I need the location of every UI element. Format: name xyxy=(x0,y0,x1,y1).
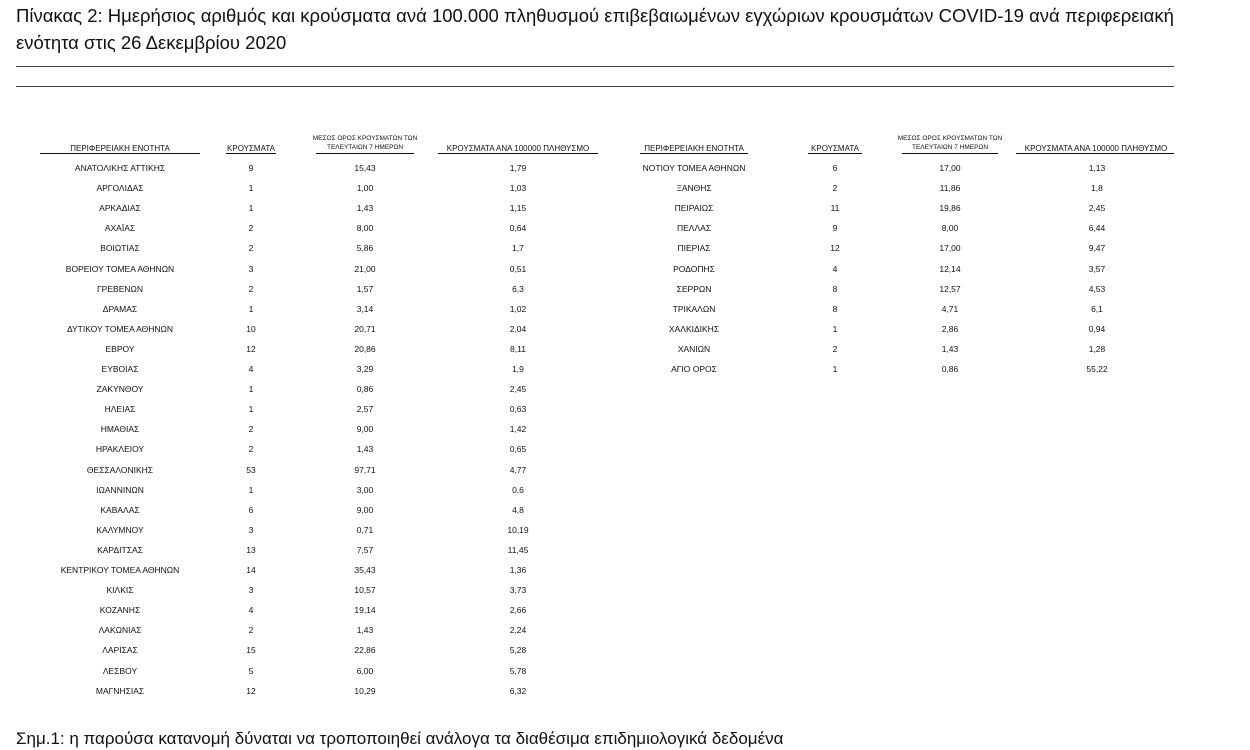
cell-region: ΓΡΕΒΕΝΩΝ xyxy=(97,283,143,294)
table-row xyxy=(0,643,1250,657)
cell-per100k: 6,1 xyxy=(1091,303,1103,314)
cell-per100k: 0,63 xyxy=(509,404,527,415)
cell-avg7: 3,00 xyxy=(356,484,374,495)
cell-avg7: 6,00 xyxy=(356,665,374,676)
cell-cases: 2 xyxy=(832,183,838,194)
cell-per100k: 1,03 xyxy=(509,183,527,194)
cell-cases: 12 xyxy=(830,243,840,254)
table-row xyxy=(0,342,1250,356)
cell-avg7: 10,29 xyxy=(354,685,376,696)
cell-region: ΛΕΣΒΟΥ xyxy=(102,665,138,676)
left-header-avg-line2: ΤΕΛΕΥΤΑΙΩΝ 7 ΗΜΕΡΩΝ xyxy=(326,144,404,151)
cell-avg7: 2,57 xyxy=(356,404,374,415)
cell-region: ΗΜΑΘΙΑΣ xyxy=(100,424,140,435)
cell-cases: 1 xyxy=(248,203,254,214)
cell-avg7: 17,00 xyxy=(939,243,961,254)
cell-cases: 2 xyxy=(248,625,254,636)
cell-region: ΠΙΕΡΙΑΣ xyxy=(677,243,711,254)
cell-cases: 3 xyxy=(248,263,254,274)
cell-cases: 2 xyxy=(832,343,838,354)
cell-per100k: 1,15 xyxy=(509,203,527,214)
cell-region: ΚΑΡΔΙΤΣΑΣ xyxy=(97,544,143,555)
cell-per100k: 4,53 xyxy=(1088,283,1106,294)
cell-cases: 12 xyxy=(246,685,256,696)
cell-region: ΝΟΤΙΟΥ ΤΟΜΕΑ ΑΘΗΝΩΝ xyxy=(642,163,746,173)
cell-avg7: 9,00 xyxy=(356,504,374,515)
cell-avg7: 35,43 xyxy=(354,565,376,575)
cell-avg7: 1,57 xyxy=(356,283,374,294)
cell-avg7: 3,14 xyxy=(356,303,374,314)
cell-cases: 3 xyxy=(248,524,254,535)
cell-per100k: 4,77 xyxy=(509,464,527,475)
cell-region: ΧΑΝΙΩΝ xyxy=(677,343,711,354)
cell-per100k: 3,73 xyxy=(509,585,527,596)
left-header-per100k: ΚΡΟΥΣΜΑΤΑ ΑΝΑ 100000 ΠΛΗΘΥΣΜΟ xyxy=(446,144,590,153)
cell-avg7: 15,43 xyxy=(354,163,376,173)
cell-region: ΚΑΒΑΛΑΣ xyxy=(100,504,140,515)
cell-cases: 1 xyxy=(832,364,838,374)
cell-region: ΑΓΙΟ ΟΡΟΣ xyxy=(671,364,717,374)
table-row xyxy=(0,442,1250,456)
right-header-avg-line1: ΜΕΣΟΣ ΟΡΟΣ ΚΡΟΥΣΜΑΤΩΝ ΤΩΝ xyxy=(897,135,1003,142)
right-header-cases-underline xyxy=(808,153,862,154)
cell-avg7: 20,86 xyxy=(354,343,376,354)
cell-per100k: 2,66 xyxy=(509,605,527,616)
cell-per100k: 3,57 xyxy=(1088,263,1106,274)
table-row xyxy=(0,362,1250,376)
cell-per100k: 9,47 xyxy=(1088,243,1106,254)
cell-avg7: 22,86 xyxy=(354,645,376,656)
cell-region: ΗΛΕΙΑΣ xyxy=(104,404,136,415)
table-row xyxy=(0,563,1250,577)
right-header-cases: ΚΡΟΥΣΜΑΤΑ xyxy=(811,144,859,153)
cell-region: ΖΑΚΥΝΘΟΥ xyxy=(96,384,144,395)
divider-top xyxy=(16,66,1174,67)
cell-region: ΑΧΑΪΑΣ xyxy=(104,223,136,234)
cell-per100k: 8,11 xyxy=(510,343,526,354)
cell-cases: 4 xyxy=(248,605,254,616)
cell-per100k: 0,94 xyxy=(1088,323,1106,334)
cell-region: ΒΟΡΕΙΟΥ ΤΟΜΕΑ ΑΘΗΝΩΝ xyxy=(65,263,175,274)
cell-per100k: 6,32 xyxy=(509,685,527,696)
table-row xyxy=(0,262,1250,276)
cell-avg7: 3,29 xyxy=(356,364,374,374)
cell-per100k: 11,45 xyxy=(507,544,529,555)
table-row xyxy=(0,302,1250,316)
cell-avg7: 1,43 xyxy=(941,343,959,354)
cell-avg7: 12,14 xyxy=(939,263,961,274)
cell-region: ΤΡΙΚΑΛΩΝ xyxy=(672,303,716,314)
cell-cases: 9 xyxy=(832,223,838,234)
table-row xyxy=(0,402,1250,416)
cell-per100k: 0,6 xyxy=(512,484,524,495)
cell-avg7: 17,00 xyxy=(939,163,961,173)
cell-cases: 15 xyxy=(246,645,256,656)
cell-region: ΗΡΑΚΛΕΙΟΥ xyxy=(95,444,145,455)
cell-avg7: 12,57 xyxy=(939,283,961,294)
cell-per100k: 4,8 xyxy=(512,504,524,515)
cell-avg7: 19,86 xyxy=(939,203,961,214)
table-row xyxy=(0,623,1250,637)
cell-region: ΑΝΑΤΟΛΙΚΗΣ ΑΤΤΙΚΗΣ xyxy=(74,163,166,173)
cell-avg7: 4,71 xyxy=(941,303,959,314)
cell-avg7: 2,86 xyxy=(941,323,959,334)
right-header-avg-underline xyxy=(902,153,998,154)
left-header-cases-underline xyxy=(226,153,276,154)
cell-region: ΠΕΙΡΑΙΩΣ xyxy=(674,203,714,214)
cell-region: ΡΟΔΟΠΗΣ xyxy=(673,263,715,274)
cell-avg7: 8,00 xyxy=(356,223,374,234)
right-header-region: ΠΕΡΙΦΕΡΕΙΑΚΗ ΕΝΟΤΗΤΑ xyxy=(644,144,744,153)
left-header-avg-line1: ΜΕΣΟΣ ΟΡΟΣ ΚΡΟΥΣΜΑΤΩΝ ΤΩΝ xyxy=(312,135,418,142)
cell-avg7: 9,00 xyxy=(356,424,374,435)
cell-region: ΒΟΙΩΤΙΑΣ xyxy=(100,243,140,254)
cell-region: ΚΕΝΤΡΙΚΟΥ ΤΟΜΕΑ ΑΘΗΝΩΝ xyxy=(60,565,180,575)
cell-region: ΠΕΛΛΑΣ xyxy=(676,223,712,234)
table-row xyxy=(0,483,1250,497)
left-header-cases: ΚΡΟΥΣΜΑΤΑ xyxy=(227,144,275,153)
cell-avg7: 1,00 xyxy=(356,183,374,194)
cell-avg7: 5,86 xyxy=(356,243,374,254)
cell-region: ΔΥΤΙΚΟΥ ΤΟΜΕΑ ΑΘΗΝΩΝ xyxy=(66,323,174,334)
cell-avg7: 1,43 xyxy=(356,625,374,636)
cell-per100k: 55,22 xyxy=(1086,364,1108,374)
table-row xyxy=(0,543,1250,557)
cell-cases: 2 xyxy=(248,283,254,294)
cell-region: ΣΕΡΡΩΝ xyxy=(676,283,712,294)
table-row xyxy=(0,382,1250,396)
cell-per100k: 6,44 xyxy=(1088,223,1106,234)
table-row xyxy=(0,322,1250,336)
cell-region: ΔΡΑΜΑΣ xyxy=(102,303,138,314)
cell-region: ΙΩΑΝΝΙΝΩΝ xyxy=(96,484,144,495)
cell-cases: 2 xyxy=(248,223,254,234)
cell-region: ΕΥΒΟΙΑΣ xyxy=(101,364,139,374)
cell-per100k: 1,13 xyxy=(1088,163,1106,173)
cell-per100k: 2,24 xyxy=(509,625,527,636)
cell-avg7: 1,43 xyxy=(356,203,374,214)
cell-cases: 1 xyxy=(832,323,838,334)
right-header-region-underline xyxy=(640,153,748,154)
right-header-per100k-underline xyxy=(1016,153,1174,154)
cell-avg7: 11,86 xyxy=(939,183,961,194)
cell-per100k: 1,9 xyxy=(512,364,524,374)
cell-region: ΛΑΡΙΣΑΣ xyxy=(102,645,138,656)
cell-per100k: 0,64 xyxy=(509,223,527,234)
cell-cases: 1 xyxy=(248,384,254,395)
table-row xyxy=(0,241,1250,255)
cell-region: ΚΑΛΥΜΝΟΥ xyxy=(96,524,144,535)
cell-region: ΕΒΡΟΥ xyxy=(105,343,135,354)
cell-region: ΛΑΚΩΝΙΑΣ xyxy=(98,625,142,636)
cell-per100k: 10,19 xyxy=(507,524,529,535)
page-title: Πίνακας 2: Ημερήσιος αριθμός και κρούσματα ανά 100.000 πληθυσμού επιβεβαιωμένων εγχώριων κρουσμάτων COVID-19 ανά περιφερειακή ενότητα στις 26 Δεκεμβρίου 2020 xyxy=(16,5,1174,53)
cell-per100k: 1,02 xyxy=(509,303,527,314)
cell-avg7: 20,71 xyxy=(354,323,376,334)
cell-per100k: 0,65 xyxy=(509,444,527,455)
left-header-region: ΠΕΡΙΦΕΡΕΙΑΚΗ ΕΝΟΤΗΤΑ xyxy=(70,144,170,153)
cell-avg7: 0,86 xyxy=(941,364,959,374)
cell-cases: 13 xyxy=(246,544,256,555)
cell-cases: 2 xyxy=(248,243,254,254)
cell-per100k: 2,45 xyxy=(1088,203,1106,214)
table-row xyxy=(0,282,1250,296)
cell-cases: 6 xyxy=(832,163,838,173)
left-header-per100k-underline xyxy=(438,153,598,154)
cell-avg7: 97,71 xyxy=(354,464,376,475)
cell-cases: 3 xyxy=(248,585,254,596)
cell-cases: 9 xyxy=(248,163,254,173)
cell-per100k: 1,42 xyxy=(509,424,527,435)
divider-second xyxy=(16,86,1174,87)
footnote: Σημ.1: η παρούσα κατανομή δύναται να τροποποιηθεί ανάλογα τα διαθέσιμα επιδημιολογικά δεδομένα xyxy=(16,729,784,748)
left-header-region-underline xyxy=(40,153,200,154)
cell-cases: 6 xyxy=(248,504,254,515)
table-row xyxy=(0,201,1250,215)
cell-cases: 14 xyxy=(246,565,256,575)
table-row xyxy=(0,221,1250,235)
cell-avg7: 10,57 xyxy=(354,585,376,596)
cell-avg7: 19,14 xyxy=(354,605,376,616)
cell-avg7: 0,86 xyxy=(356,384,374,395)
cell-avg7: 21,00 xyxy=(354,263,376,274)
cell-avg7: 1,43 xyxy=(356,444,374,455)
cell-per100k: 0,51 xyxy=(509,263,527,274)
cell-per100k: 1,8 xyxy=(1091,183,1103,194)
cell-cases: 8 xyxy=(832,283,838,294)
table-row xyxy=(0,684,1250,698)
cell-cases: 12 xyxy=(246,343,256,354)
cell-avg7: 0,71 xyxy=(356,524,374,535)
cell-cases: 2 xyxy=(248,444,254,455)
table-row xyxy=(0,463,1250,477)
cell-cases: 1 xyxy=(248,404,254,415)
table-row xyxy=(0,603,1250,617)
right-header-per100k: ΚΡΟΥΣΜΑΤΑ ΑΝΑ 100000 ΠΛΗΘΥΣΜΟ xyxy=(1024,144,1168,153)
cell-cases: 11 xyxy=(830,203,840,214)
table-row xyxy=(0,523,1250,537)
cell-avg7: 8,00 xyxy=(941,223,959,234)
table-row xyxy=(0,664,1250,678)
cell-region: ΑΡΓΟΛΙΔΑΣ xyxy=(96,183,144,194)
cell-avg7: 7,57 xyxy=(356,544,374,555)
cell-cases: 2 xyxy=(248,424,254,435)
cell-region: ΚΟΖΑΝΗΣ xyxy=(99,605,141,616)
left-header-avg-underline xyxy=(316,153,414,154)
cell-region: ΘΕΣΣΑΛΟΝΙΚΗΣ xyxy=(86,464,154,475)
cell-region: ΧΑΛΚΙΔΙΚΗΣ xyxy=(668,323,720,334)
cell-cases: 1 xyxy=(248,484,254,495)
cell-per100k: 6,3 xyxy=(512,283,524,294)
table-row xyxy=(0,583,1250,597)
cell-per100k: 1,28 xyxy=(1088,343,1106,354)
cell-per100k: 5,78 xyxy=(509,665,527,676)
cell-cases: 1 xyxy=(248,303,254,314)
table-row xyxy=(0,422,1250,436)
table-row xyxy=(0,503,1250,517)
cell-cases: 4 xyxy=(832,263,838,274)
cell-per100k: 1,36 xyxy=(509,565,527,575)
cell-cases: 4 xyxy=(248,364,254,374)
cell-per100k: 2,04 xyxy=(509,323,527,334)
cell-region: ΚΙΛΚΙΣ xyxy=(106,585,134,596)
cell-per100k: 2,45 xyxy=(509,384,527,395)
cell-per100k: 1,79 xyxy=(509,163,527,173)
table-row xyxy=(0,161,1250,175)
cell-cases: 1 xyxy=(248,183,254,194)
cell-per100k: 5,28 xyxy=(509,645,527,656)
cell-region: ΑΡΚΑΔΙΑΣ xyxy=(99,203,141,214)
cell-per100k: 1,7 xyxy=(512,243,524,254)
table-row xyxy=(0,181,1250,195)
cell-region: ΜΑΓΝΗΣΙΑΣ xyxy=(95,685,145,696)
cell-region: ΞΑΝΘΗΣ xyxy=(676,183,712,194)
cell-cases: 10 xyxy=(246,323,256,334)
right-header-avg-line2: ΤΕΛΕΥΤΑΙΩΝ 7 ΗΜΕΡΩΝ xyxy=(911,144,989,151)
cell-cases: 53 xyxy=(246,464,256,475)
cell-cases: 8 xyxy=(832,303,838,314)
cell-cases: 5 xyxy=(248,665,254,676)
